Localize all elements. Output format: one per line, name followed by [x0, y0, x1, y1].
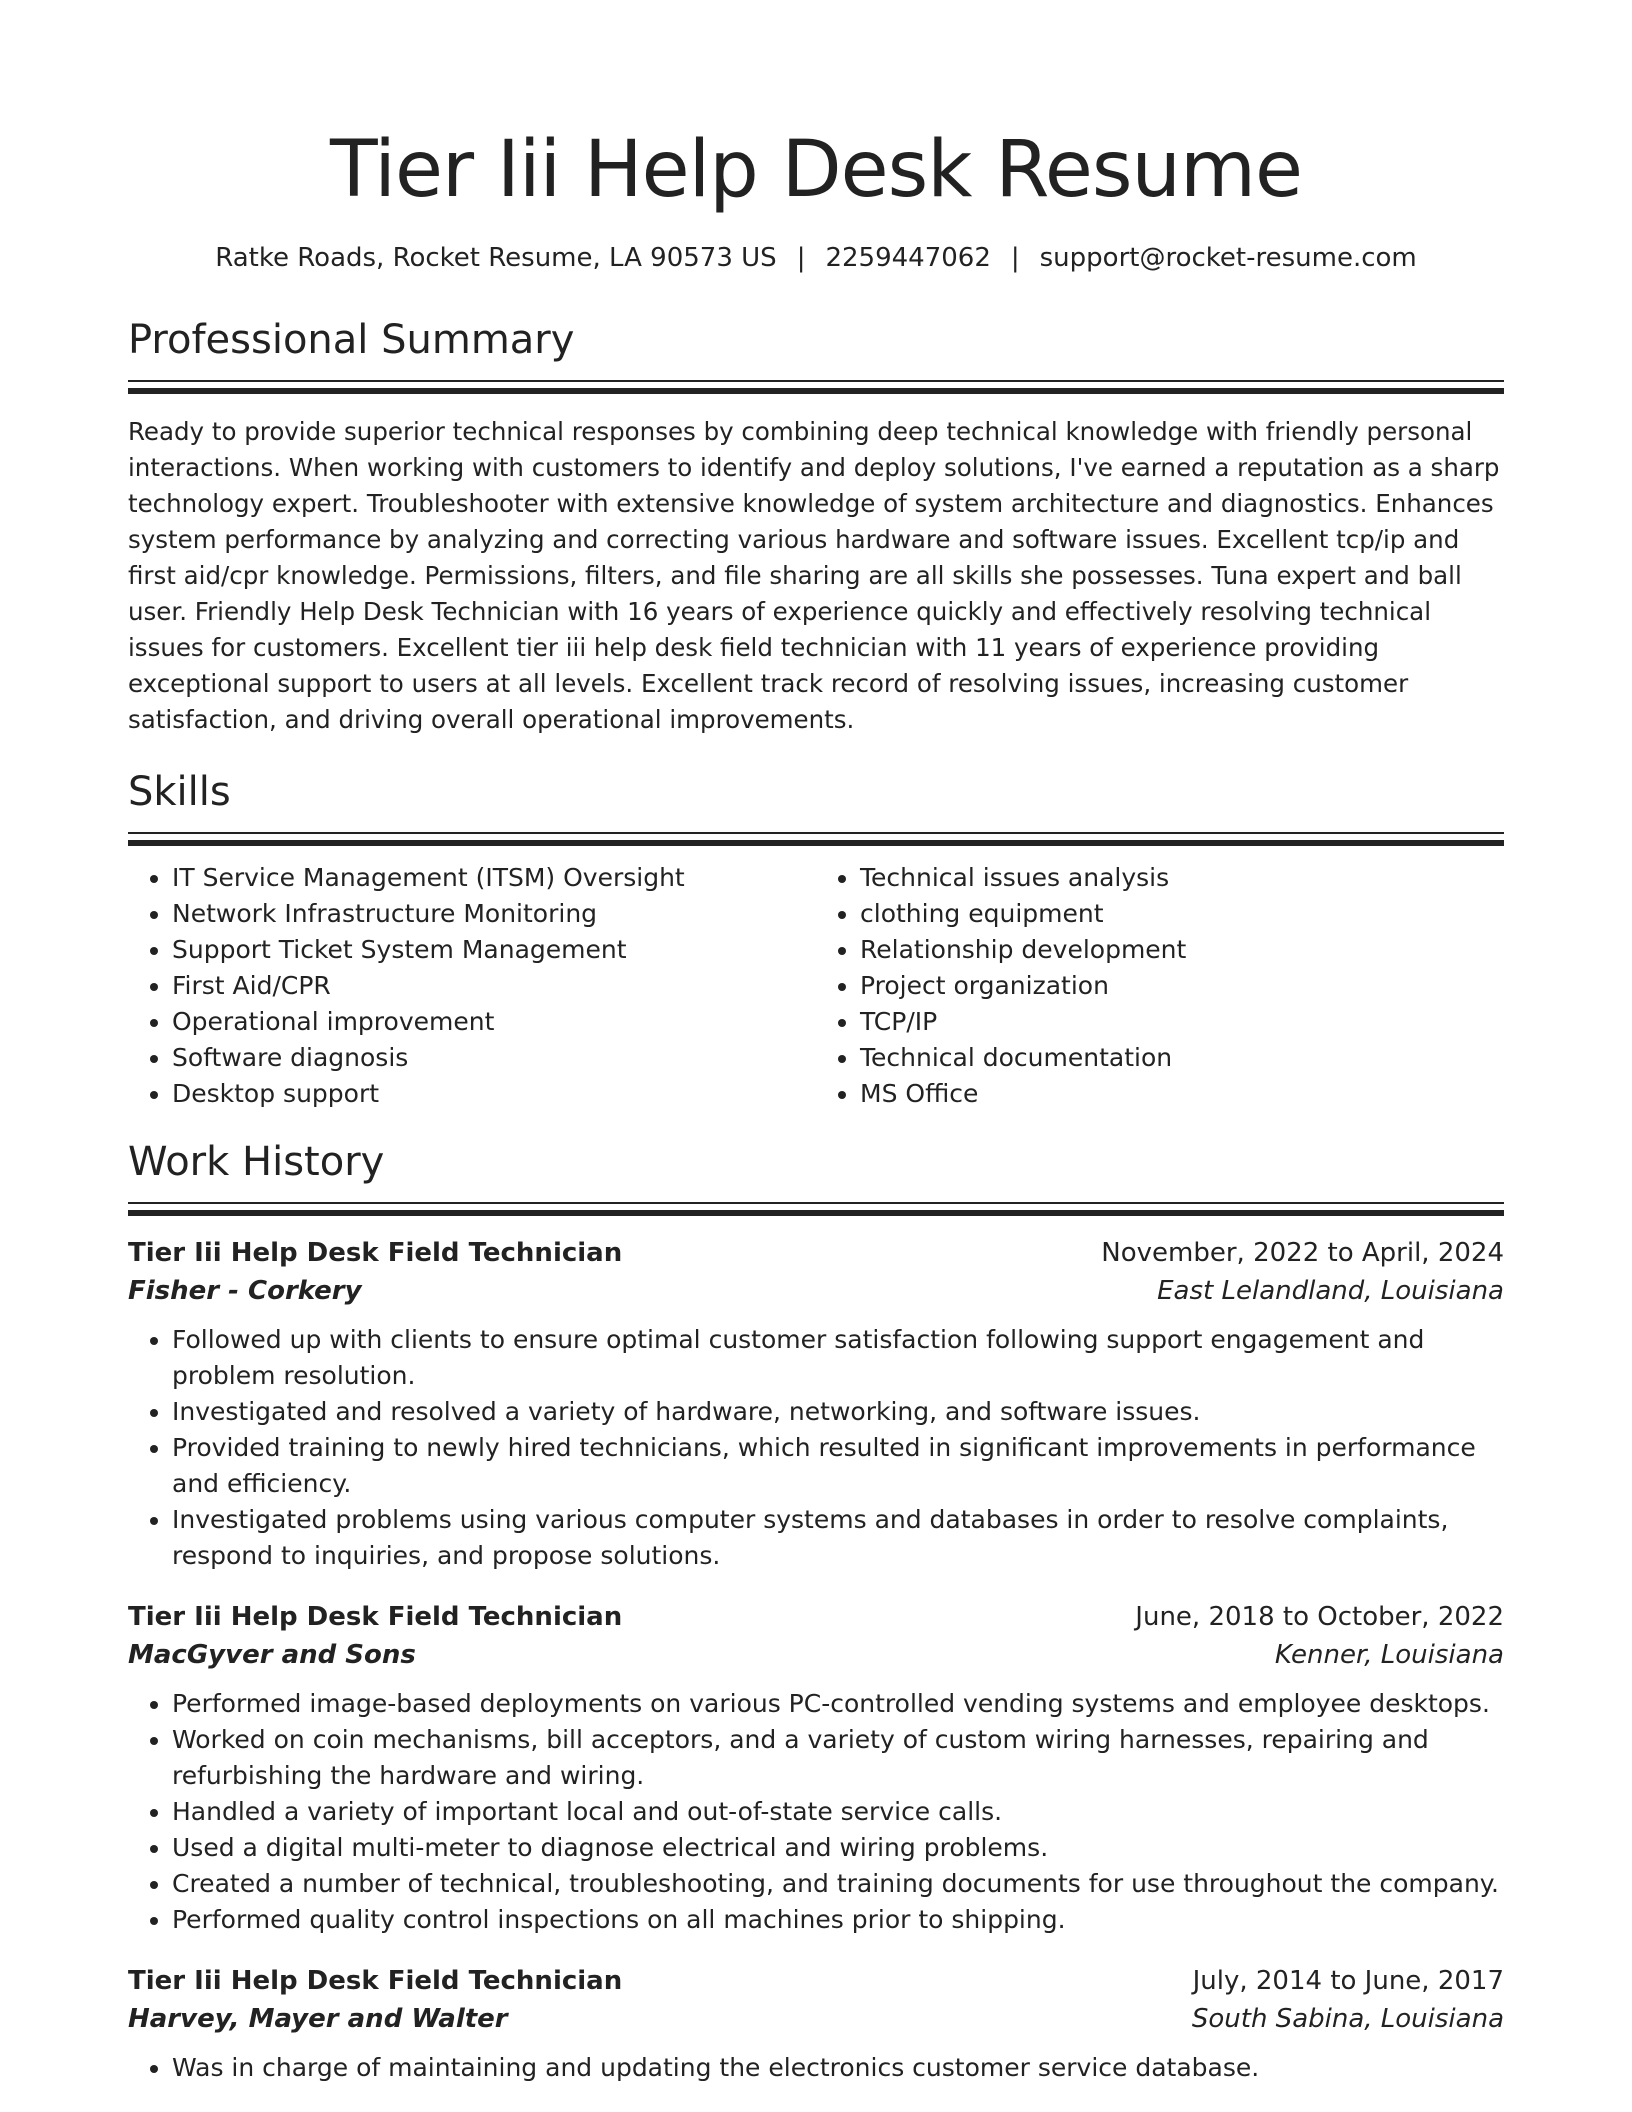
- skill-item: • MS Office: [860, 1076, 1504, 1112]
- skill-item: • Technical documentation: [860, 1040, 1504, 1076]
- resume-title: Tier Iii Help Desk Resume: [330, 125, 1302, 215]
- contact-line: [128, 240, 1504, 276]
- section-divider: [128, 380, 1504, 394]
- job-dates: July, 2014 to June, 2017: [1192, 1966, 1504, 1996]
- job-subheader: [128, 1272, 1504, 1310]
- skills-columns: [128, 860, 1504, 1112]
- job-location: East Lelandland, Louisiana: [1157, 1276, 1504, 1306]
- job-location: South Sabina, Louisiana: [1191, 2004, 1504, 2034]
- job-bullet: • Handled a variety of important local and out-of-state service calls.: [172, 1794, 1504, 1830]
- job-title: Tier Iii Help Desk Field Technician: [128, 1238, 623, 1268]
- skill-item: • clothing equipment: [860, 896, 1504, 932]
- job-company: Harvey, Mayer and Walter: [128, 2004, 508, 2034]
- job-header: [128, 1962, 1504, 2000]
- job-bullet: • Followed up with clients to ensure optimal customer satisfaction following support engagement and problem resolution.: [172, 1322, 1504, 1394]
- job-bullets: [128, 2050, 1504, 2086]
- skill-item: • Desktop support: [172, 1076, 816, 1112]
- job-bullet: • Performed image-based deployments on various PC-controlled vending systems and employee desktops.: [172, 1686, 1504, 1722]
- skill-item: • Project organization: [860, 968, 1504, 1004]
- skill-item: • Technical issues analysis: [860, 860, 1504, 896]
- job-bullet: • Used a digital multi-meter to diagnose electrical and wiring problems.: [172, 1830, 1504, 1866]
- job-bullet: • Provided training to newly hired technicians, which resulted in significant improvements in performance and efficiency.: [172, 1430, 1504, 1502]
- summary-section: [128, 314, 1504, 738]
- job-title: Tier Iii Help Desk Field Technician: [128, 1602, 623, 1632]
- skill-item: • IT Service Management (ITSM) Oversight: [172, 860, 816, 896]
- skill-item: • Operational improvement: [172, 1004, 816, 1040]
- job-dates: June, 2018 to October, 2022: [1135, 1602, 1504, 1632]
- job-bullet: • Worked on coin mechanisms, bill acceptors, and a variety of custom wiring harnesses, repairing and refurbishing the hardware and wiring.: [172, 1722, 1504, 1794]
- skill-item: • Support Ticket System Management: [172, 932, 816, 968]
- job-location: Kenner, Louisiana: [1274, 1640, 1504, 1670]
- skill-item: • TCP/IP: [860, 1004, 1504, 1040]
- summary-text: Ready to provide superior technical responses by combining deep technical knowledge with friendly personal interactions. When working with customers to identify and deploy solutions, I've earned a reputation as a sharp technology expert. Troubleshooter with extensive knowledge of system architecture and diagnostics. Enhances system performance by analyzing and correcting various hardware and software issues. Excellent tcp/ip and first aid/cpr knowledge. Permissions, filters, and file sharing are all skills she possesses. Tuna expert and ball user. Friendly Help Desk Technician with 16 years of experience quickly and effectively resolving technical issues for customers. Excellent tier iii help desk field technician with 11 years of experience providing exceptional support to users at all levels. Excellent track record of resolving issues, increasing customer satisfaction, and driving overall operational improvements.: [128, 417, 1500, 734]
- skill-item: • Relationship development: [860, 932, 1504, 968]
- contact-address: Ratke Roads, Rocket Resume, LA 90573 US: [215, 243, 777, 273]
- job-header: [128, 1234, 1504, 1272]
- job-company: MacGyver and Sons: [128, 1640, 416, 1670]
- skills-list-left: [128, 860, 816, 1112]
- job-bullet: • Investigated and resolved a variety of hardware, networking, and software issues.: [172, 1394, 1504, 1430]
- contact-separator: |: [1010, 243, 1020, 273]
- job-bullet: • Was in charge of maintaining and updating the electronics customer service database.: [172, 2050, 1504, 2086]
- skill-item: • First Aid/CPR: [172, 968, 816, 1004]
- job-title: Tier Iii Help Desk Field Technician: [128, 1966, 623, 1996]
- skills-section: [128, 766, 1504, 1112]
- job-bullet: • Created a number of technical, troubleshooting, and training documents for use throughout the company.: [172, 1866, 1504, 1902]
- section-heading-summary: Professional Summary: [128, 317, 575, 363]
- work-history-section: [128, 1136, 1504, 2086]
- contact-phone: 2259447062: [825, 243, 991, 273]
- job-subheader: [128, 1636, 1504, 1674]
- skills-list-right: [816, 860, 1504, 1112]
- job-entry: [128, 1598, 1504, 1938]
- job-bullets: [128, 1322, 1504, 1574]
- job-entry: [128, 1962, 1504, 2086]
- job-dates: November, 2022 to April, 2024: [1101, 1238, 1504, 1268]
- section-heading-work-history: Work History: [128, 1139, 385, 1185]
- section-divider: [128, 832, 1504, 846]
- job-company: Fisher - Corkery: [128, 1276, 362, 1306]
- job-subheader: [128, 2000, 1504, 2038]
- contact-email: support@rocket-resume.com: [1039, 243, 1417, 273]
- job-bullet: • Performed quality control inspections on all machines prior to shipping.: [172, 1902, 1504, 1938]
- job-bullets: [128, 1686, 1504, 1938]
- section-heading-skills: Skills: [128, 769, 231, 815]
- job-bullet: • Investigated problems using various computer systems and databases in order to resolve complaints, respond to inquiries, and propose solutions.: [172, 1502, 1504, 1574]
- skill-item: • Network Infrastructure Monitoring: [172, 896, 816, 932]
- contact-separator: |: [796, 243, 806, 273]
- section-divider: [128, 1202, 1504, 1216]
- job-header: [128, 1598, 1504, 1636]
- job-entry: [128, 1234, 1504, 1574]
- skill-item: • Software diagnosis: [172, 1040, 816, 1076]
